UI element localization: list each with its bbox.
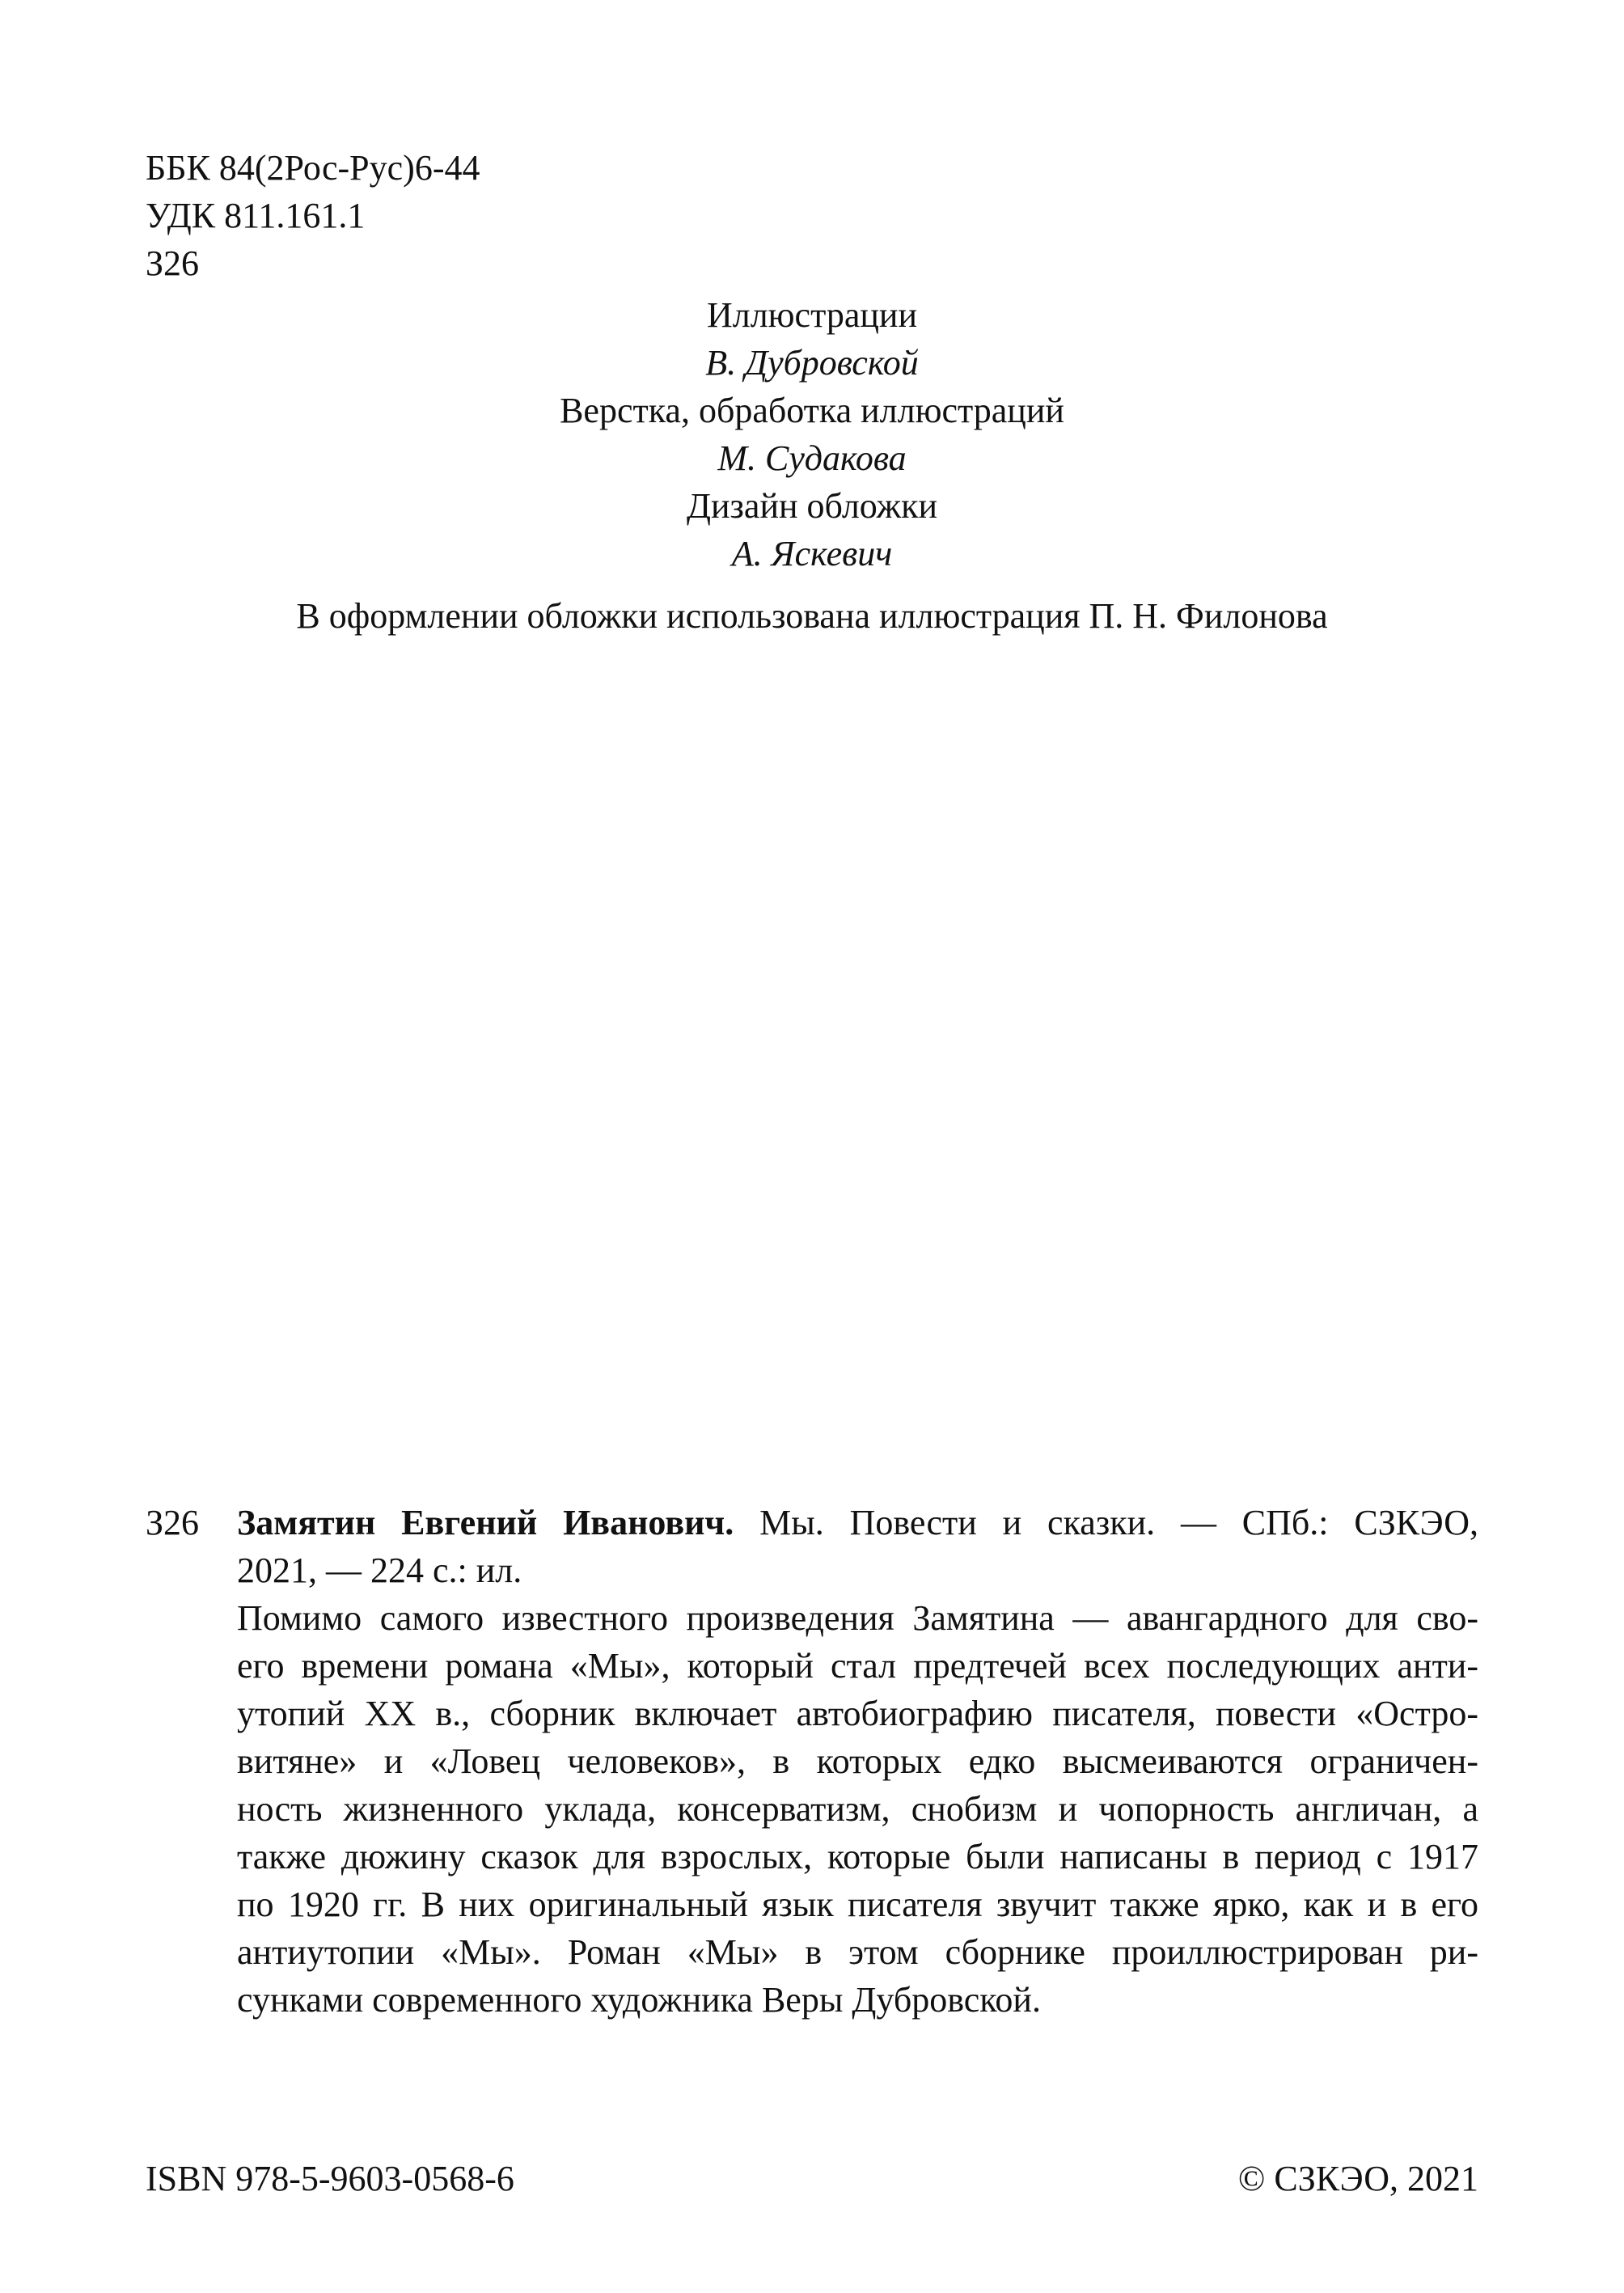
cover-illustration-note: В оформлении обложки использована иллюстрация П. Н. Филонова: [296, 596, 1328, 636]
author-mark: З26: [146, 243, 200, 283]
illustrations-person: В. Дубровской: [705, 343, 919, 383]
entry-author: Замятин Евгений Иванович.: [237, 1503, 734, 1542]
credits-block: [146, 291, 1478, 640]
annotation-line: по 1920 гг. В них оригинальный язык писателя звучит также ярко, как и в его: [237, 1885, 1478, 1924]
annotation-line: Помимо самого известного произведения Замятина — авангардного для сво-: [237, 1598, 1478, 1638]
isbn: ISBN 978-5-9603-0568-6: [146, 2159, 514, 2198]
entry-body: [237, 1499, 1478, 2024]
annotation-line: антиутопии «Мы». Роман «Мы» в этом сборнике проиллюстрирован ри-: [237, 1932, 1478, 1972]
annotation-line: ность жизненного уклада, консерватизм, снобизм и чопорность англичан, а: [237, 1789, 1478, 1829]
entry-author-mark: З26: [146, 1503, 200, 1542]
udk-code: УДК 811.161.1: [146, 196, 366, 235]
layout-person: М. Судакова: [717, 438, 907, 478]
cover-design-label: Дизайн обложки: [686, 486, 938, 526]
annotation-line: витяне» и «Ловец человеков», в которых едко высмеиваются ограничен-: [237, 1741, 1478, 1781]
illustrations-label: Иллюстрации: [706, 295, 918, 335]
bbk-code: ББК 84(2Рос-Рус)6-44: [146, 148, 480, 188]
entry-title-rest: Мы. Повести и сказки. — СПб.: СЗКЭО,: [759, 1503, 1478, 1542]
classification-block: [146, 144, 480, 287]
annotation-line: его времени романа «Мы», который стал предтечей всех последующих анти-: [237, 1646, 1478, 1686]
annotation-line: утопий XX в., сборник включает автобиографию писателя, повести «Остро-: [237, 1694, 1478, 1733]
annotation-line: сунками современного художника Веры Дубровской.: [237, 1980, 1041, 2020]
annotation-line: также дюжину сказок для взрослых, которые были написаны в период с 1917: [237, 1837, 1478, 1876]
cover-design-person: А. Яскевич: [731, 534, 893, 573]
layout-label: Верстка, обработка иллюстраций: [560, 391, 1064, 430]
entry-title-line: [237, 1499, 1478, 1546]
entry-imprint: 2021, — 224 с.: ил.: [237, 1551, 522, 1590]
copyright-notice: © СЗКЭО, 2021: [1237, 2159, 1478, 2198]
